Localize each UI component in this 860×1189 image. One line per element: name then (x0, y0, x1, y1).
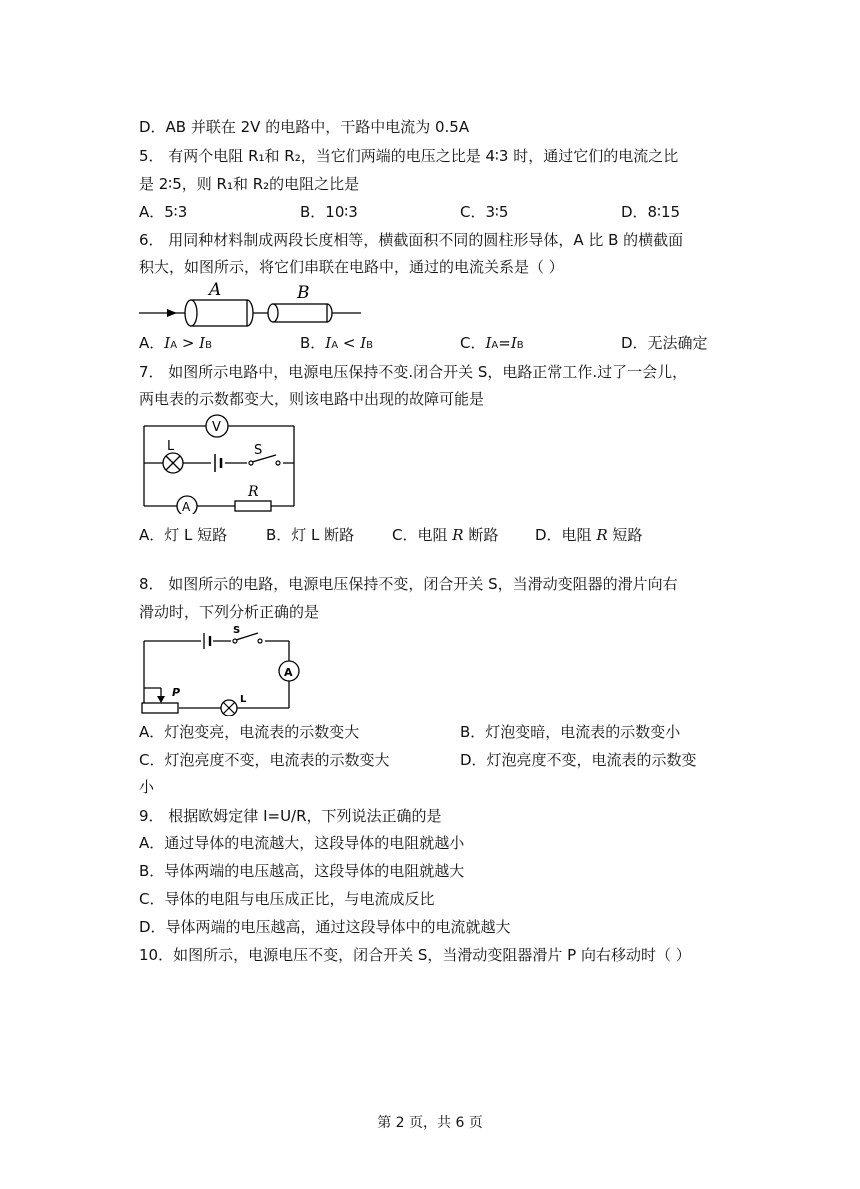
resistor-label: R (248, 484, 259, 500)
q7-option-a: A．灯 L 短路 (139, 526, 228, 544)
page-footer: 第 2 页，共 6 页 (377, 1115, 483, 1131)
voltmeter-label: V (212, 420, 221, 435)
q8-option-d: D．灯泡亮度不变，电流表的示数变 (460, 751, 697, 769)
q6-option-d: D．无法确定 (621, 334, 708, 352)
conductor-figure (139, 281, 369, 329)
q7-option-b: B．灯 L 断路 (266, 526, 355, 544)
slider-label-q8: P (172, 686, 181, 699)
q8-option-d-continued: 小 (139, 778, 155, 796)
q6-option-c: C．IA=IB (460, 334, 524, 352)
q9-option-c: C．导体的电阻与电压成正比，与电流成反比 (139, 890, 435, 908)
question-7-line-2: 两电表的示数都变大，则该电路中出现的故障可能是 (139, 390, 485, 408)
question-6-line-1: 6． 用同种材料制成两段长度相等，横截面积不同的圆柱形导体，A 比 B 的横截面 (139, 231, 684, 249)
q6-option-a: A．IA > IB (139, 334, 212, 352)
question-10: 10．如图所示，电源电压不变，闭合开关 S，当滑动变阻器滑片 P 向右移动时（ ） (139, 946, 691, 964)
q8-option-a: A．灯泡变亮，电流表的示数变大 (139, 723, 360, 741)
q9-option-d: D．导体两端的电压越高，通过这段导体中的电流就越大 (139, 918, 511, 936)
ammeter-label-q8: A (284, 666, 293, 679)
question-5-line-2: 是 2∶5，则 R₁和 R₂的电阻之比是 (139, 175, 360, 193)
switch-label: S (254, 443, 263, 458)
question-6-line-2: 积大，如图所示，将它们串联在电路中，通过的电流关系是（ ） (139, 258, 564, 276)
q6-option-b: B．IA < IB (300, 334, 373, 352)
question-7-line-1: 7． 如图所示电路中，电源电压保持不变.闭合开关 S，电路正常工作.过了一会儿， (139, 363, 688, 381)
switch-label-q8: S (233, 625, 241, 636)
ammeter-label: A (182, 500, 191, 514)
conductor-a-label: A (209, 281, 222, 300)
q9-option-a: A．通过导体的电流越大，这段导体的电阻就越小 (139, 834, 465, 852)
question-9: 9． 根据欧姆定律 I=U/R，下列说法正确的是 (139, 807, 442, 825)
lamp-label: L (167, 439, 175, 454)
question-8-line-2: 滑动时，下列分析正确的是 (139, 603, 320, 621)
q7-option-d: D．电阻 R 短路 (535, 526, 643, 544)
q8-option-c: C．灯泡亮度不变，电流表的示数变大 (139, 751, 390, 769)
conductor-b-label: B (297, 283, 310, 303)
q5-option-b: B．10∶3 (300, 203, 358, 221)
q5-option-c: C．3∶5 (460, 203, 509, 221)
question-5-line-1: 5． 有两个电阻 R₁和 R₂，当它们两端的电压之比是 4∶3 时，通过它们的电流之比 (139, 147, 679, 165)
circuit-figure-q8 (139, 624, 303, 716)
q5-option-a: A．5∶3 (139, 203, 188, 221)
q8-option-b: B．灯泡变暗，电流表的示数变小 (460, 723, 681, 741)
line-option-d-prev: D．AB 并联在 2V 的电路中，干路中电流为 0.5A (139, 118, 470, 136)
q7-option-c: C．电阻 R 断路 (392, 526, 499, 544)
question-8-line-1: 8． 如图所示的电路，电源电压保持不变，闭合开关 S，当滑动变阻器的滑片向右 (139, 575, 678, 593)
lamp-label-q8: L (240, 694, 247, 705)
q9-option-b: B．导体两端的电压越高，这段导体的电阻就越大 (139, 862, 465, 880)
circuit-figure-q7 (139, 414, 301, 514)
q5-option-d: D．8∶15 (621, 203, 681, 221)
